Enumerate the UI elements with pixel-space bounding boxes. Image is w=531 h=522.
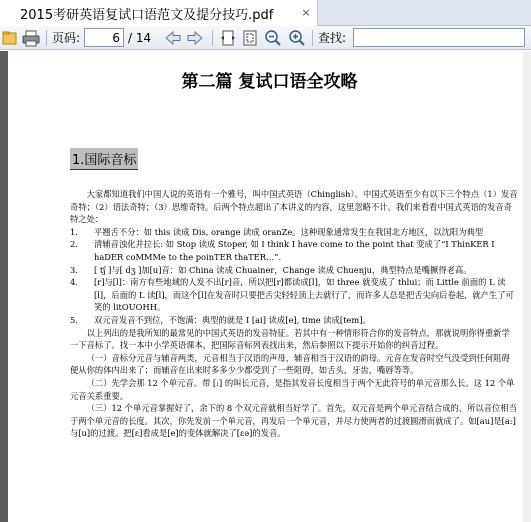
list-item-text: 清辅音浊化并拉长: 如 Stop 读成 Stoper, 如 I think I have come to the point that 变成了“I ThinKER I haDER coMMMe to the poinTER thaTER…”. bbox=[94, 239, 495, 262]
list-item-number: 5. bbox=[70, 314, 78, 325]
toolbar-separator bbox=[212, 30, 213, 46]
fit-page-icon[interactable] bbox=[242, 29, 258, 47]
paragraph: （三）12 个单元音掌握好了，余下的 8 个双元音就相当好学了。首先，双元音是两个单元音结合成的，所以音位相当于两个单元音的长度。其次，你先发前一个单元音，再发后一个单元音，并尽力使两者的过渡圆滑而就成了。如[au]是[a:]与[u]的过渡。把[ε]看成是[e]的变体就解决了[εə]的发音。 bbox=[70, 403, 517, 439]
list-item-text: [ tʃ ]与[ dʒ ]加[u]音：如 China 读成 Chuainer，Change 读成 Chuenju，典型特点是嘴撅得老高。 bbox=[94, 264, 472, 275]
left-panel-edge bbox=[0, 51, 8, 522]
section-heading: 1.国际音标 bbox=[70, 148, 138, 170]
fit-width-icon[interactable] bbox=[220, 29, 236, 47]
search-input[interactable] bbox=[353, 28, 525, 47]
chapter-title: 第二篇 复试口语全攻略 bbox=[181, 72, 358, 92]
close-icon[interactable]: × bbox=[301, 6, 311, 19]
document-tab[interactable] bbox=[0, 0, 318, 26]
list-item bbox=[70, 226, 518, 239]
page-total: / 14 bbox=[128, 31, 152, 45]
toolbar-separator bbox=[46, 30, 47, 46]
toolbar bbox=[0, 26, 531, 50]
zoom-out-icon[interactable] bbox=[264, 29, 282, 47]
print-icon[interactable] bbox=[22, 29, 40, 47]
search-label: 查找: bbox=[318, 31, 347, 45]
zoom-in-icon[interactable] bbox=[288, 29, 306, 47]
list-item-number: 4. bbox=[70, 277, 78, 288]
list-item-text: 平翘舌不分：如 this 读成 Dis, orange 读成 oranZe。这种现象通常发生在我国北方地区，以沈阳为典型 bbox=[94, 226, 484, 237]
body-text bbox=[70, 188, 518, 440]
list-item-number: 2. bbox=[70, 239, 78, 250]
tab-title: 2015考研英语复试口语范文及提分技巧.pdf bbox=[20, 7, 274, 23]
paragraph: （一）音标分元音与辅音两类，元音相当于汉语的声母，辅音相当于汉语的韵母。元音在发音时空气没受到任何阻碍便从你的体内出来了；而辅音在出来时多多少少都受到了一些阻碍，如舌头，牙齿，嘴唇等等。 bbox=[70, 352, 510, 376]
list-item bbox=[70, 276, 518, 314]
previous-page-icon[interactable] bbox=[164, 29, 182, 47]
list-item-text: [r]与[l]：南方有些地域的人发不出[r]音，所以把[r]都读成[l]，如 three 就变成了 thlui；而 Little 前面的 L 读[l]，后面的 L 读[l]，而这个[l]在发音时只要把舌尖轻轻顶上去就行了，而许多人总是把舌尖向后卷起，就产生了可笑的 litOUOHH。 bbox=[94, 277, 514, 313]
list-item bbox=[70, 264, 518, 277]
list-item bbox=[70, 238, 518, 263]
list-item-number: 1. bbox=[70, 226, 78, 237]
open-file-icon[interactable] bbox=[2, 29, 18, 47]
toolbar-separator bbox=[312, 30, 313, 46]
page-number-input[interactable] bbox=[84, 28, 124, 47]
pdf-page bbox=[8, 51, 531, 522]
paragraph: 以上列出的是我所知的最常见的中国式英语的发音特征。若其中有一种情形符合你的发音特点，那就说明你得重新学一下音标了。找一本中小学英语课本，把国际音标列表找出来，然后参照以下提示开始你的纠音过程。 bbox=[70, 327, 510, 351]
paragraph: 大家都知道我们中国人说的英语有一个雅号，叫中国式英语（Chinglish）。中国式英语至少有以下三个特点（1）发音奇特；（2）语法奇特；（3）思维奇特。后两个特点超出了本讲义的内容，这里忽略不计。我们来看看中国式英语的发音奇特之处： bbox=[70, 189, 518, 225]
vertical-scrollbar[interactable] bbox=[523, 51, 531, 522]
tab-bar bbox=[0, 0, 531, 26]
list-item bbox=[70, 314, 518, 327]
paragraph: （二）先学会那 12 个单元音。带 [:] 的叫长元音，是指其发音长度相当于两个无此符号的单元音那么长。这 12 个单元音关系重要。 bbox=[70, 377, 515, 401]
page-label: 页码: bbox=[52, 31, 81, 45]
list-item-number: 3. bbox=[70, 264, 78, 275]
list-item-text: 双元音发音不到位，不饱满：典型的就是 I [ai] 读成[e], time 读成[tem]。 bbox=[94, 314, 371, 325]
next-page-icon[interactable] bbox=[186, 29, 204, 47]
